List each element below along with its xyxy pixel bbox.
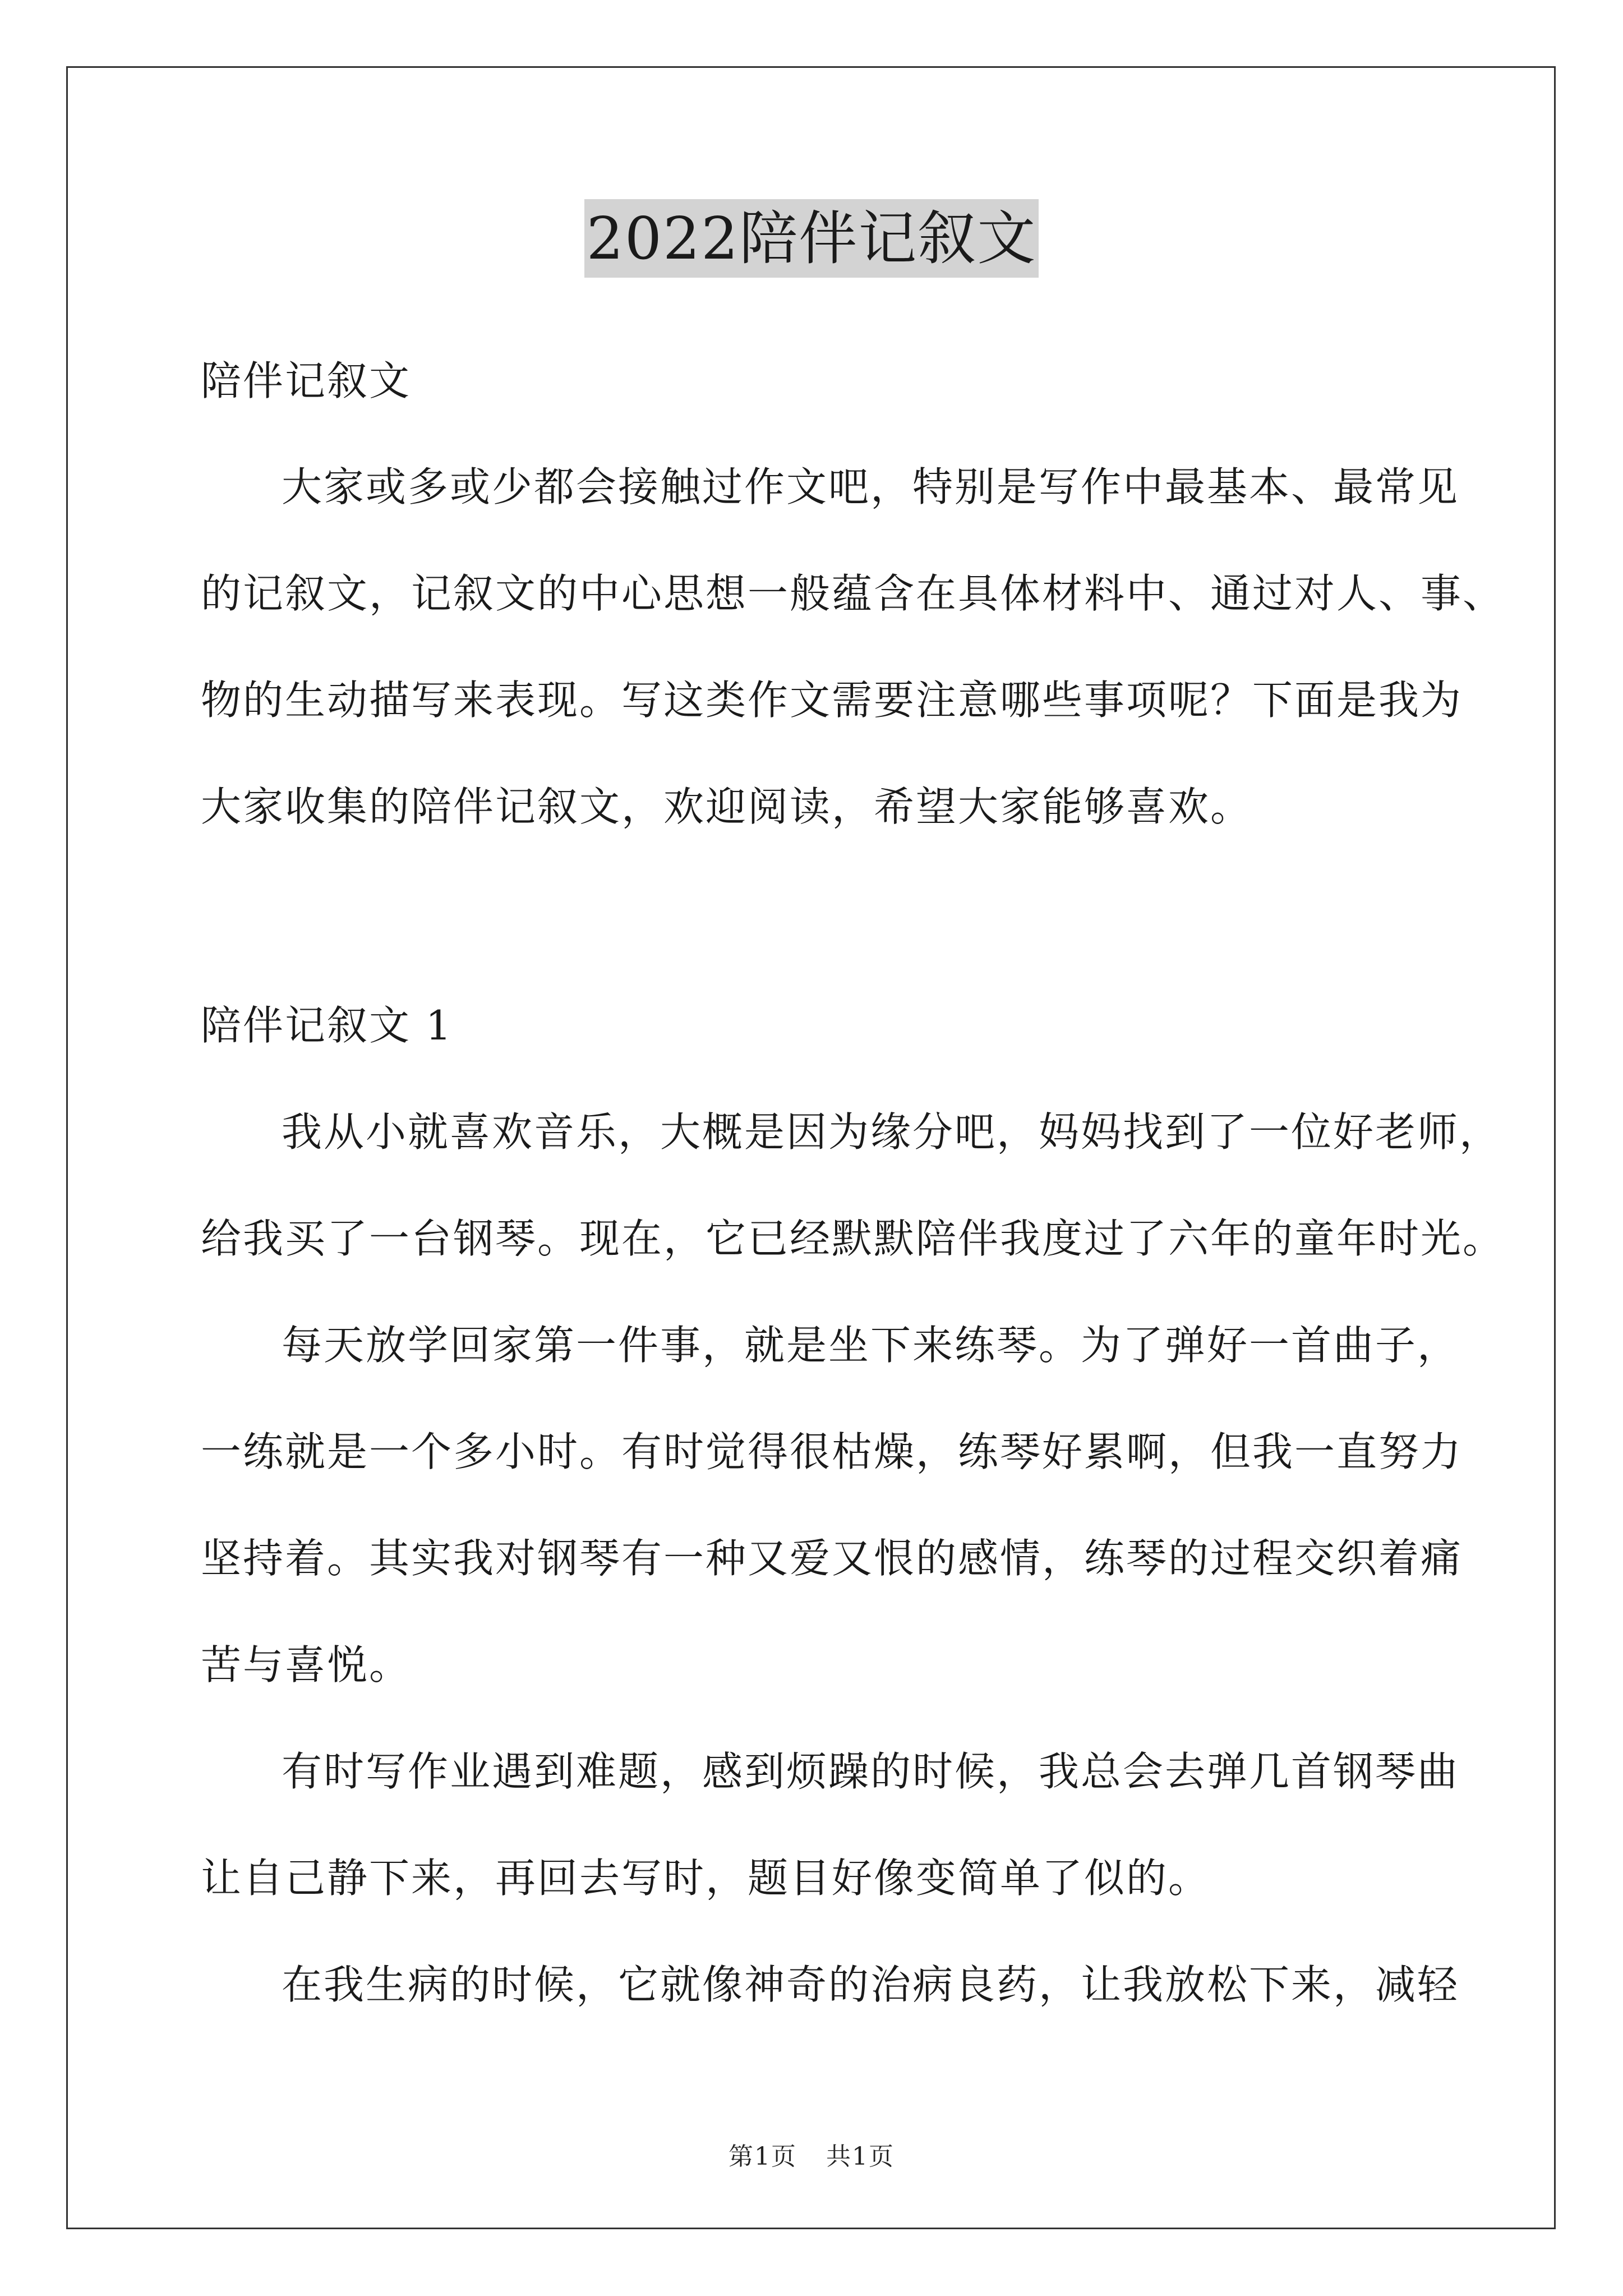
document-title: 2022陪伴记叙文 bbox=[584, 199, 1039, 278]
intro-line-4: 大家收集的陪伴记叙文，欢迎阅读，希望大家能够喜欢。 bbox=[201, 783, 1253, 830]
essay1-line-6: 苦与喜悦。 bbox=[201, 1641, 412, 1688]
intro-line-1: 大家或多或少都会接触过作文吧，特别是写作中最基本、最常见 bbox=[282, 463, 1460, 510]
essay1-line-2: 给我买了一台钢琴。现在，它已经默默陪伴我度过了六年的童年时光。 bbox=[201, 1215, 1505, 1262]
section-heading: 陪伴记叙文 bbox=[201, 357, 412, 404]
essay1-line-3: 每天放学回家第一件事，就是坐下来练琴。为了弹好一首曲子， bbox=[282, 1322, 1460, 1369]
page-footer bbox=[0, 2136, 1623, 2172]
page-number: 第1页 bbox=[728, 2142, 797, 2171]
essay1-line-4: 一练就是一个多小时。有时觉得很枯燥，练琴好累啊，但我一直努力 bbox=[201, 1428, 1463, 1475]
essay1-line-1: 我从小就喜欢音乐，大概是因为缘分吧，妈妈找到了一位好老师， bbox=[282, 1108, 1502, 1156]
page-total: 共1页 bbox=[826, 2142, 895, 2171]
essay1-line-7: 有时写作业遇到难题，感到烦躁的时候，我总会去弹几首钢琴曲 bbox=[282, 1748, 1460, 1795]
essay1-heading: 陪伴记叙文 1 bbox=[201, 1002, 453, 1049]
essay1-line-8: 让自己静下来，再回去写时，题目好像变简单了似的。 bbox=[201, 1855, 1211, 1902]
intro-line-2: 的记叙文，记叙文的中心思想一般蕴含在具体材料中、通过对人、事、 bbox=[201, 570, 1505, 617]
document-body bbox=[201, 0, 1505, 2296]
essay1-line-9: 在我生病的时候，它就像神奇的治病良药，让我放松下来，减轻 bbox=[282, 1961, 1460, 2008]
intro-line-3: 物的生动描写来表现。写这类作文需要注意哪些事项呢？下面是我为 bbox=[201, 677, 1463, 724]
essay1-line-5: 坚持着。其实我对钢琴有一种又爱又恨的感情，练琴的过程交织着痛 bbox=[201, 1535, 1463, 1582]
